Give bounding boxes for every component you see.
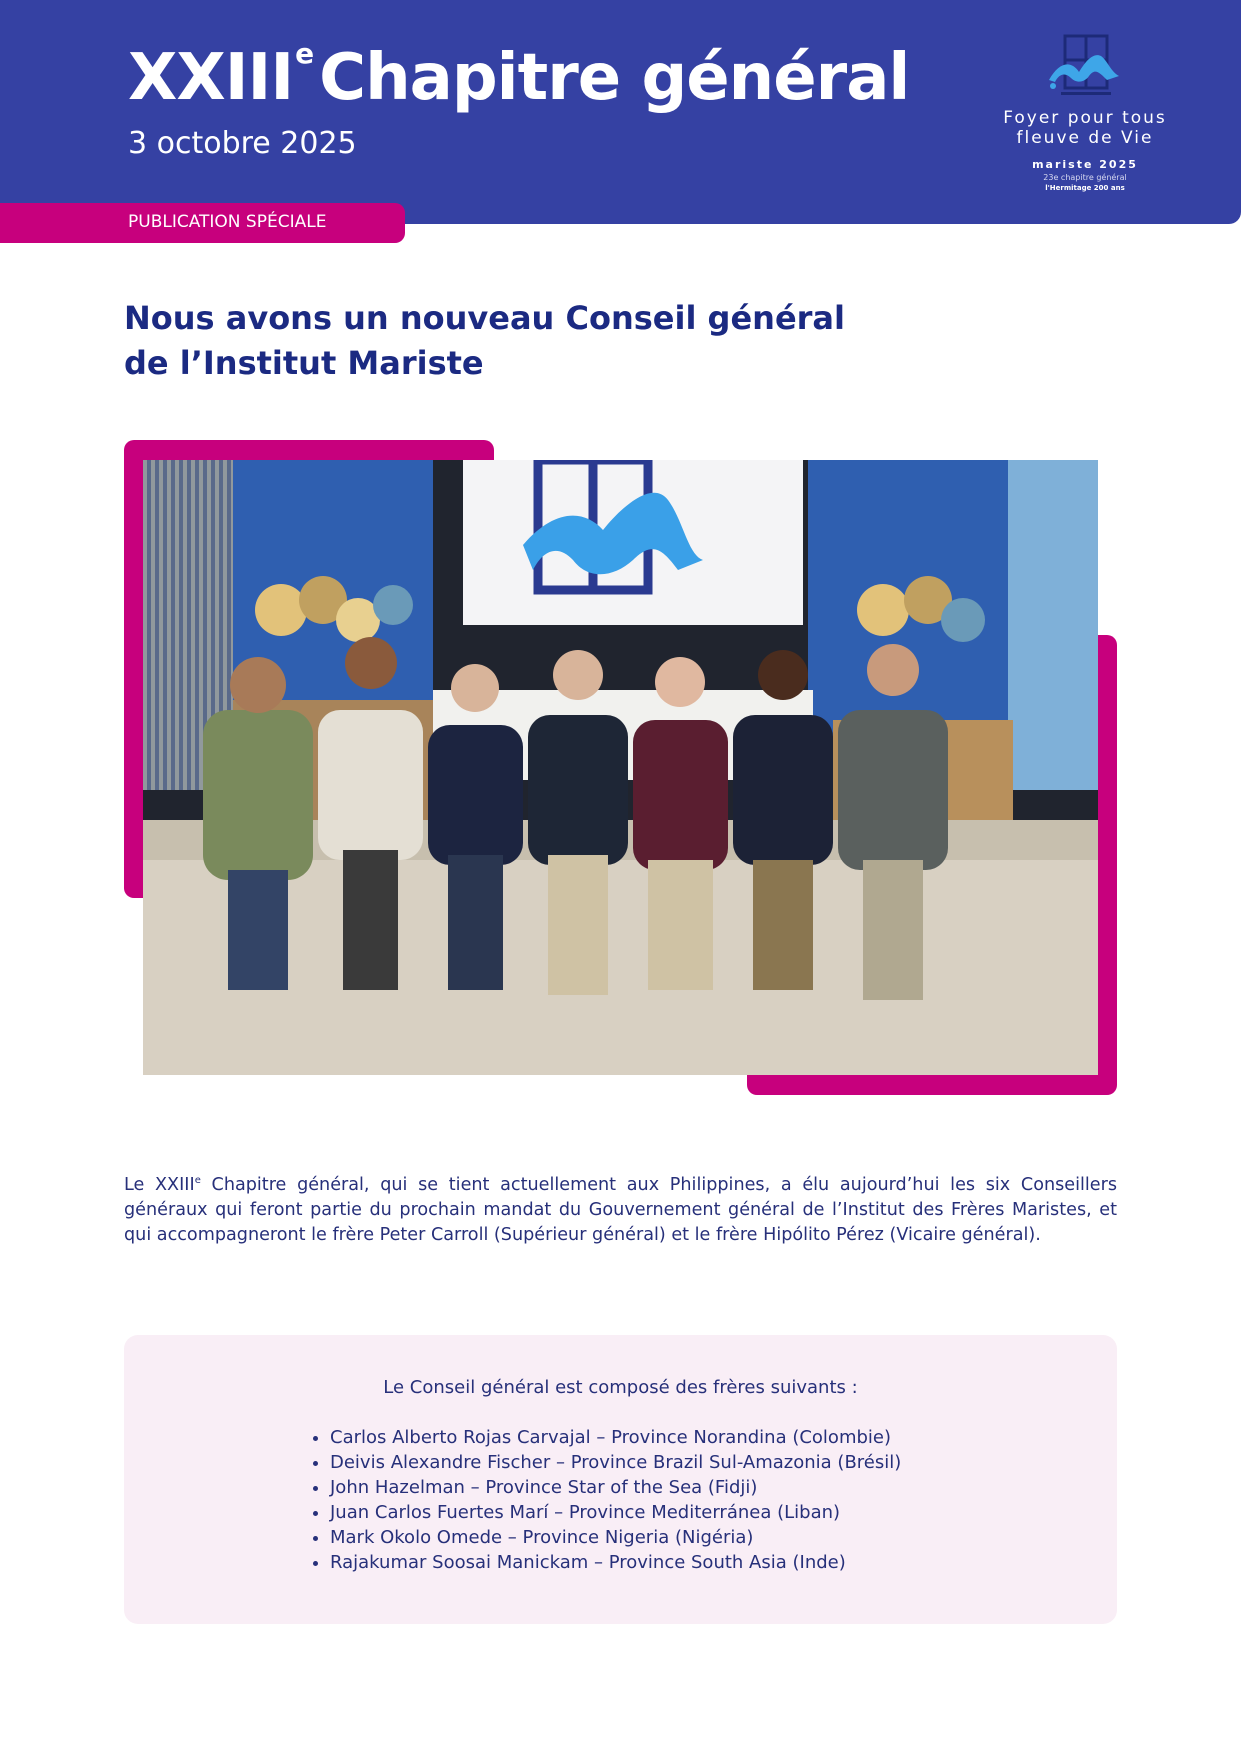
list-item: • Mark Okolo Omede – Province Nigeria (Nigéria) bbox=[330, 1525, 901, 1550]
article-body: Le XXIIIe Chapitre général, qui se tient actuellement aux Philippines, a élu aujourd’hui les six Conseillers généraux qui feront partie du prochain mandat du Gouvernement général de l’Institut des Frères Maristes, et qui accompagneront le frère Peter Carroll (Supérieur général) et le frère Hipólito Pérez (Vicaire général). bbox=[124, 1174, 1117, 1245]
group-photo-illustration bbox=[143, 460, 1098, 1075]
council-members-box bbox=[124, 1335, 1117, 1624]
logo-line-2: 23e chapitre général bbox=[1043, 173, 1127, 182]
list-item: • Carlos Alberto Rojas Carvajal – Province Norandina (Colombie) bbox=[330, 1425, 901, 1450]
logo-tagline-2: fleuve de Vie bbox=[1016, 128, 1154, 148]
header-banner bbox=[0, 0, 1241, 224]
chapter-logo bbox=[985, 32, 1185, 197]
logo-tagline-1: Foyer pour tous bbox=[1003, 108, 1167, 128]
article-headline bbox=[124, 296, 1024, 386]
badge-label: PUBLICATION SPÉCIALE bbox=[128, 212, 327, 232]
headline-line-2: de l’Institut Mariste bbox=[124, 344, 484, 382]
list-item: • Rajakumar Soosai Manickam – Province South Asia (Inde) bbox=[330, 1550, 901, 1575]
logo-line-1: mariste 2025 bbox=[1032, 158, 1138, 171]
publication-date: 3 octobre 2025 bbox=[128, 126, 357, 161]
window-wave-logo-icon bbox=[1041, 32, 1127, 102]
list-item: • Deivis Alexandre Fischer – Province Brazil Sul-Amazonia (Brésil) bbox=[330, 1450, 901, 1475]
headline-line-1: Nous avons un nouveau Conseil général bbox=[124, 299, 845, 337]
list-item: • Juan Carlos Fuertes Marí – Province Mediterránea (Liban) bbox=[330, 1500, 901, 1525]
page-title: XXIIIeChapitre général bbox=[128, 37, 910, 115]
council-members-list bbox=[308, 1425, 901, 1575]
council-intro: Le Conseil général est composé des frères suivants : bbox=[383, 1377, 858, 1398]
special-publication-badge bbox=[0, 203, 405, 243]
council-group-photo bbox=[143, 460, 1098, 1075]
list-item: • John Hazelman – Province Star of the Sea (Fidji) bbox=[330, 1475, 901, 1500]
logo-line-3: l'Hermitage 200 ans bbox=[1045, 184, 1125, 192]
